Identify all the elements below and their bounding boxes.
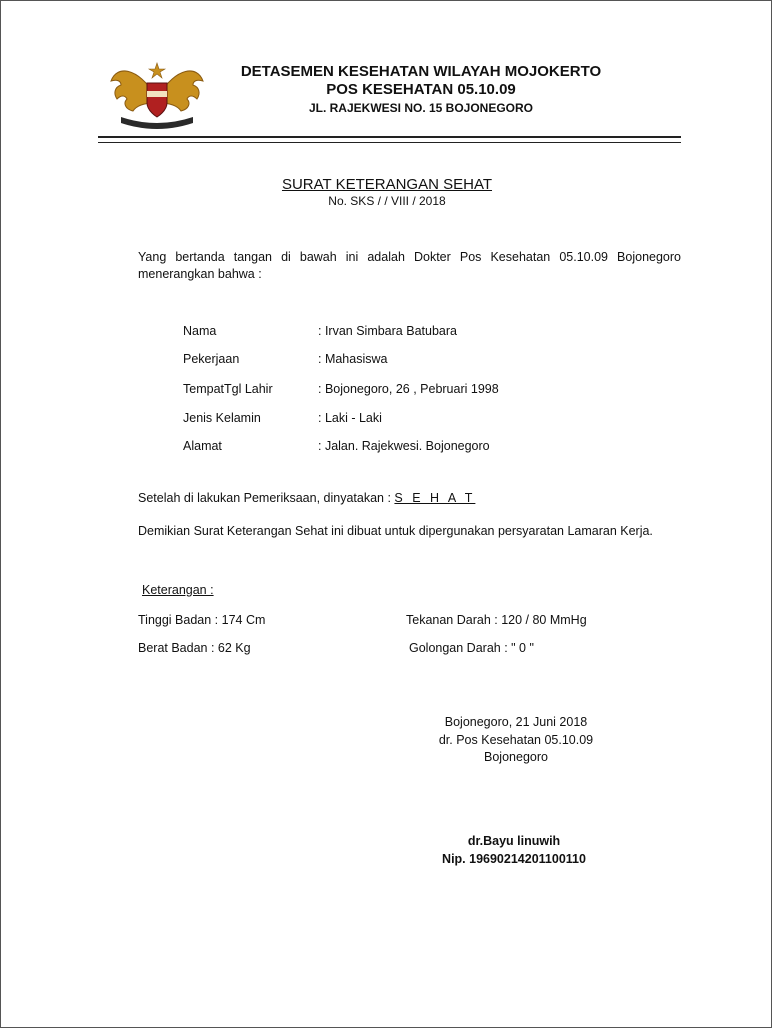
signature-nip: Nip. 19690214201100110 <box>442 852 586 866</box>
signature-role: dr. Pos Kesehatan 05.10.09 <box>438 733 594 747</box>
purpose-statement: Demikian Surat Keterangan Sehat ini dibuat untuk dipergunakan persyaratan Lamaran Kerja. <box>138 524 653 538</box>
intro-paragraph <box>138 249 681 283</box>
intro-line-2: menerangkan bahwa : <box>138 267 262 281</box>
signature-name: dr.Bayu linuwih <box>467 834 561 848</box>
field-label-address: Alamat <box>183 439 222 453</box>
intro-line-1: Yang bertanda tangan di bawah ini adalah Dokter Pos Kesehatan 05.10.09 Bojonegoro <box>138 250 681 264</box>
notes-blood-pressure: Tekanan Darah : 120 / 80 MmHg <box>406 613 587 627</box>
field-value-address: : Jalan. Rajekwesi. Bojonegoro <box>318 439 490 453</box>
field-label-birth: TempatTgl Lahir <box>183 382 273 396</box>
field-value-birth: : Bojonegoro, 26 , Pebruari 1998 <box>318 382 499 396</box>
document-number: No. SKS / / VIII / 2018 <box>328 194 446 208</box>
result-prefix: Setelah di lakukan Pemeriksaan, dinyatakan : <box>138 491 391 505</box>
emblem-logo <box>107 59 207 131</box>
emblem-ribbon <box>121 117 193 129</box>
signature-city: Bojonegoro <box>484 750 548 764</box>
emblem-shield <box>147 83 167 117</box>
field-label-occupation: Pekerjaan <box>183 352 240 366</box>
notes-blood-type: Golongan Darah : " 0 " <box>409 641 534 655</box>
notes-height: Tinggi Badan : 174 Cm <box>138 613 266 627</box>
header-divider-thin <box>98 142 681 143</box>
notes-heading: Keterangan : <box>142 583 214 597</box>
field-label-name: Nama <box>183 324 217 338</box>
document-title: SURAT KETERANGAN SEHAT <box>281 176 493 193</box>
field-label-gender: Jenis Kelamin <box>183 411 261 425</box>
header-institution: DETASEMEN KESEHATAN WILAYAH MOJOKERTO <box>240 63 602 80</box>
emblem-star <box>149 63 165 78</box>
field-value-gender: : Laki - Laki <box>318 411 382 425</box>
header-divider-thick <box>98 136 681 138</box>
emblem-shield-band <box>147 91 167 97</box>
notes-weight: Berat Badan : 62 Kg <box>138 641 251 655</box>
header-post: POS KESEHATAN 05.10.09 <box>326 81 516 98</box>
result-status: S E H A T <box>394 491 476 505</box>
result-line <box>138 491 475 505</box>
signature-place-date: Bojonegoro, 21 Juni 2018 <box>444 715 588 729</box>
field-value-name: : Irvan Simbara Batubara <box>318 324 457 338</box>
field-value-occupation: : Mahasiswa <box>318 352 388 366</box>
header-address: JL. RAJEKWESI NO. 15 BOJONEGORO <box>308 101 534 115</box>
